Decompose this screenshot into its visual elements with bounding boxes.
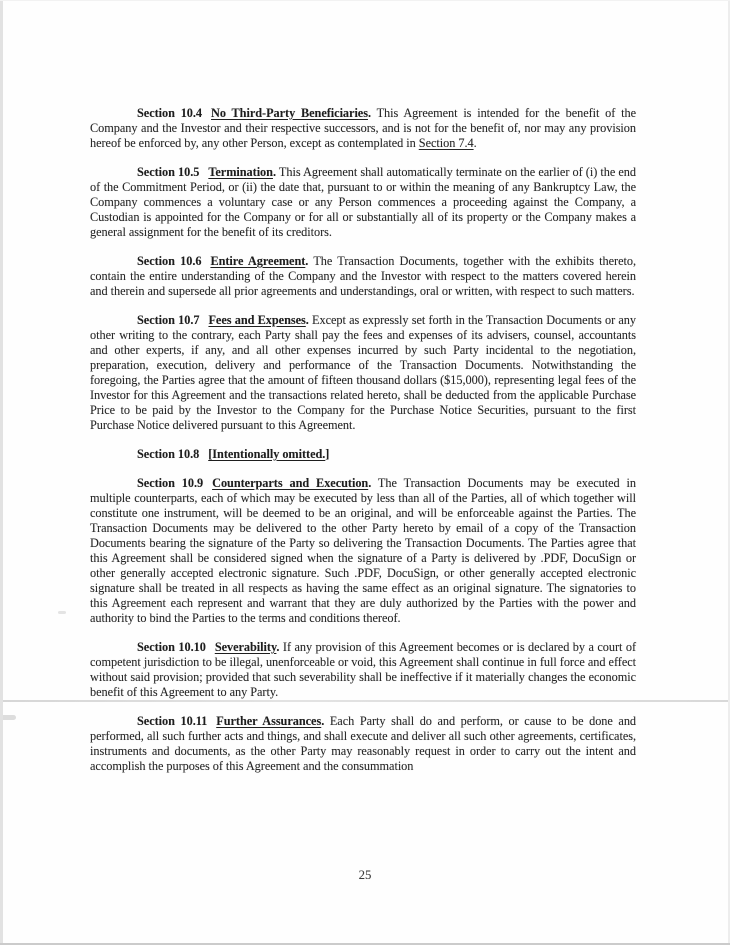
section-paragraph	[90, 640, 636, 700]
section-title: No Third-Party Beneficiaries	[211, 106, 368, 120]
section-body-text: The Transaction Documents may be executed in multiple counterparts, each of which may be executed by less than all of the Parties, all of which together will constitute one instrument, will be deemed to be an original, and will be enforceable against the Parties. The Transaction Documents may be delivered to the other Party hereto by email of a copy of the Transaction Documents bearing the signature of the Party so delivering the Transaction Documents. The Parties agree that this Agreement shall be considered signed when the signature of a Party is delivered by .PDF, DocuSign or other generally accepted electronic signature. Such .PDF, DocuSign, or other generally accepted electronic signature shall be treated in all respects as having the same effect as an original signature. The signatories to this Agreement each represent and warrant that they are duly authorized by the Parties with the power and authority to bind the Parties to the terms and conditions thereof.	[90, 476, 636, 625]
section-title: Severability	[214, 640, 277, 654]
section-paragraph	[90, 313, 636, 433]
section-number: Section 10.8	[137, 447, 200, 461]
section-number: Section 10.4	[137, 106, 203, 120]
section-paragraph	[90, 254, 636, 299]
cross-reference: Section 7.4	[418, 136, 474, 150]
section-number: Section 10.9	[137, 476, 204, 490]
section-tail-text: .	[473, 136, 477, 150]
section-title-punct: .	[305, 254, 309, 268]
section-title: Further Assurances	[216, 714, 322, 728]
section-title-punct: .	[367, 106, 371, 120]
scan-edge-top	[0, 0, 730, 1]
section-number: Section 10.7	[137, 313, 200, 327]
section-paragraph	[90, 165, 636, 240]
section-body-text: Each Party shall do and perform, or cause to be done and performed, all such further acts and things, and shall execute and deliver all such other agreements, certificates, instruments and documents, as the other Party may reasonably request in order to carry out the intent and accomplish the purposes of this Agreement and the consummation	[90, 714, 637, 773]
section-paragraph	[90, 447, 636, 462]
section-title-punct: .	[321, 714, 325, 728]
section-title: Termination	[208, 165, 273, 179]
section-body-text: If any provision of this Agreement becomes or is declared by a court of competent jurisdiction to be illegal, unenforceable or void, this Agreement shall continue in full force and effect without said provision; provided that such severability shall be ineffective if it materially changes the economic benefit of this Agreement to any Party.	[90, 640, 636, 699]
section-number: Section 10.11	[137, 714, 208, 728]
page-number: 25	[358, 868, 372, 882]
section-title-punct: .	[276, 640, 280, 654]
section-title-punct: .	[368, 476, 372, 490]
scan-seam-line	[0, 700, 730, 702]
section-paragraph	[90, 714, 636, 774]
section-number: Section 10.10	[137, 640, 206, 654]
section-title-punct: .	[272, 165, 276, 179]
section-title: [Intentionally omitted.	[208, 447, 326, 461]
section-title-punct: .	[305, 313, 309, 327]
section-body-text: Except as expressly set forth in the Transaction Documents or any other writing to the contrary, each Party shall pay the fees and expenses of its advisers, counsel, accountants and other experts, if any, and all other expenses incurred by such Party incidental to the negotiation, preparation, execution, delivery and performance of the Transaction Documents. Notwithstanding the foregoing, the Parties agree that the amount of fifteen thousand dollars ($15,000), representing legal fees of the Investor for this Agreement and the transactions related hereto, shall be deducted from the applicable Purchase Price to be paid by the Investor to the Company for the Purchase Notice Securities, pursuant to the first Purchase Notice delivered pursuant to this Agreement.	[90, 313, 637, 432]
scan-edge-left	[0, 0, 3, 945]
section-title: Counterparts and Execution	[212, 476, 369, 490]
section-body-text: The Transaction Documents, together with the exhibits thereto, contain the entire understanding of the Company and the Investor with respect to the matters covered herein and therein and supersede all prior agreements and understandings, oral or written, with respect to such matters.	[90, 254, 636, 298]
section-body-text: This Agreement is intended for the benefit of the Company and the Investor and their respective successors, and is not for the benefit of, nor may any provision hereof be enforced by, any other Person, except as contemplated in	[90, 106, 636, 150]
scan-artifact	[58, 611, 66, 614]
section-title: Entire Agreement	[210, 254, 306, 268]
section-paragraph	[90, 106, 636, 151]
section-title-punct: ]	[325, 447, 330, 461]
section-body-text: This Agreement shall automatically terminate on the earlier of (i) the end of the Commitment Period, or (ii) the date that, pursuant to or within the meaning of any Bankruptcy Law, the Company commences a voluntary case or any Person commences a proceeding against the Company, a Custodian is appointed for the Company or for all or substantially all of its property or the Company makes a general assignment for the benefit of its creditors.	[90, 165, 636, 239]
section-number: Section 10.6	[137, 254, 202, 268]
section-title: Fees and Expenses	[208, 313, 306, 327]
section-number: Section 10.5	[137, 165, 200, 179]
section-paragraph	[90, 476, 636, 626]
document-body	[90, 106, 636, 788]
